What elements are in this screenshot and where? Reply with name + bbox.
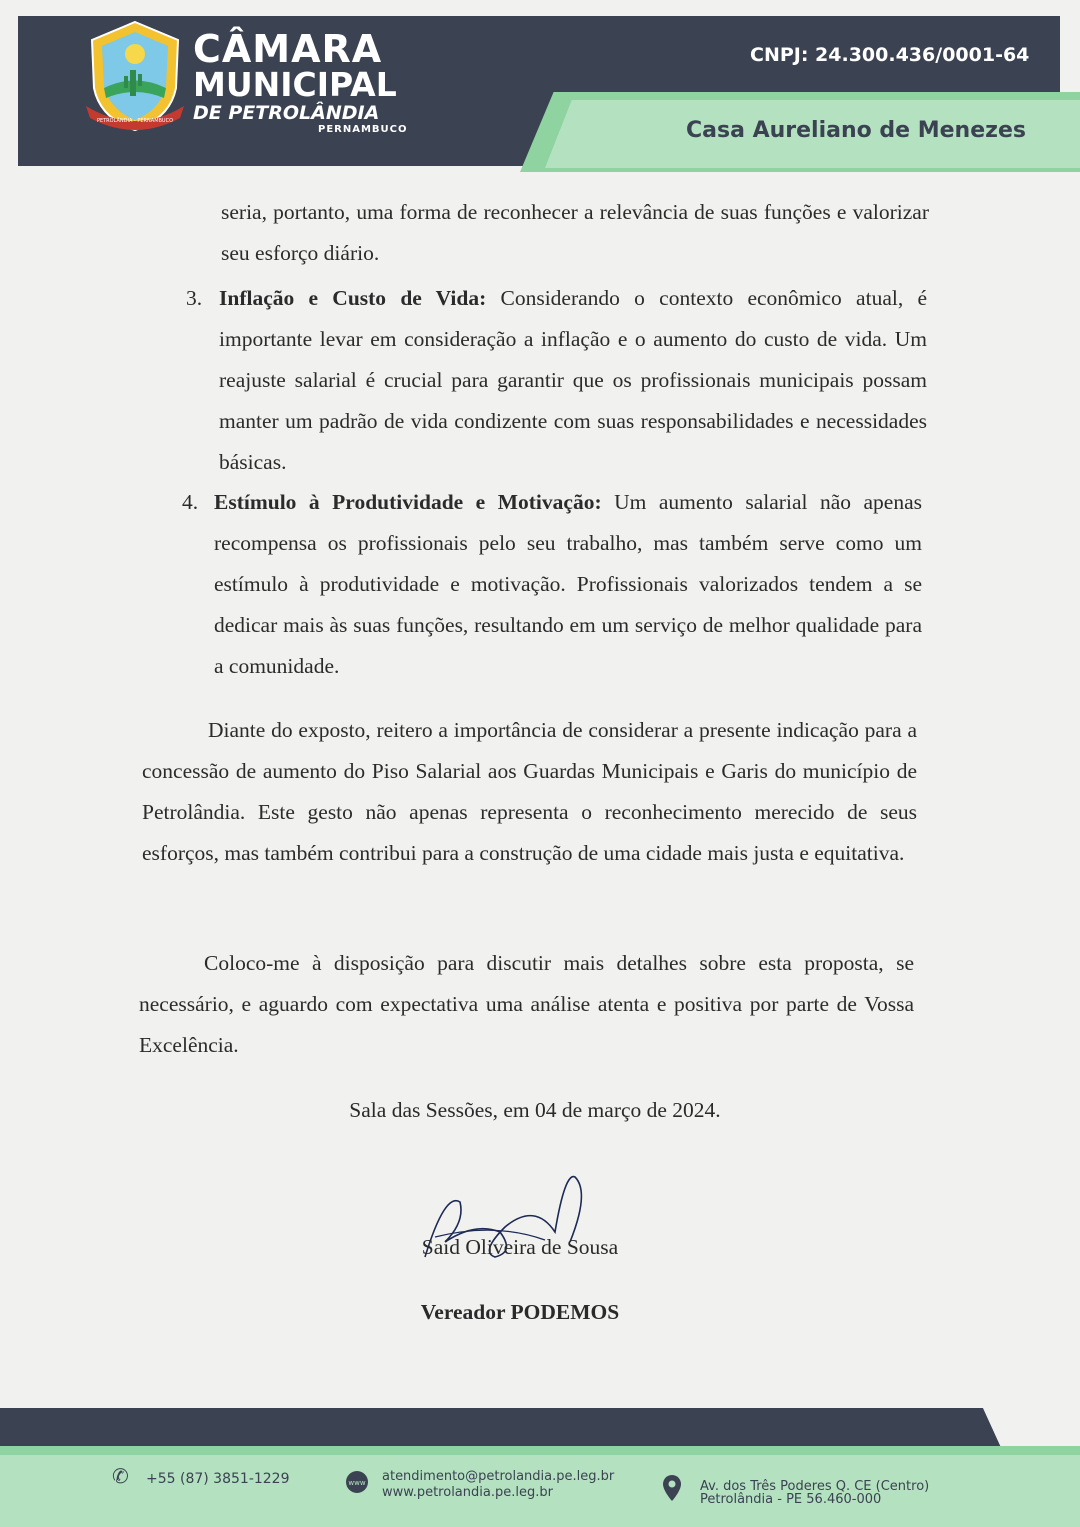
list-item-title: Estímulo à Produtividade e Motivação: <box>214 490 602 514</box>
location-pin-icon <box>662 1474 682 1502</box>
footer-phone: +55 (87) 3851-1229 <box>146 1471 290 1487</box>
body-paragraph-conclusion: Diante do exposto, reitero a importância de considerar a presente indicação para a concessão de aumento do Piso Salarial aos Guardas Municipais e Garis do município de Petrolândia. Este gesto não apenas representa o reconhecimento merecido de seus esforços, mas também contribui para a construção de uma cidade mais justa e equitativa. <box>142 718 917 865</box>
footer-address-line1: Av. dos Três Poderes Q. CE (Centro) <box>700 1479 930 1494</box>
brand-wordmark <box>193 27 408 136</box>
brand-line-1: CÂMARA <box>193 27 383 71</box>
house-name-label: Casa Aureliano de Menezes <box>686 118 1026 143</box>
list-item-text: Considerando o contexto econômico atual, é importante levar em consideração a inflação e o aumento do custo de vida. Um reajuste salarial é crucial para garantir que os profissionais municipais possam manter um padrão de vida condizente com suas responsabilidades e necessidades básicas. <box>219 286 928 474</box>
list-item-text: Um aumento salarial não apenas recompensa os profissionais pelo seu trabalho, mas também serve como um estímulo à produtividade e motivação. Profissionais valorizados tendem a se dedicar mais às suas funções, resultando em um serviço de melhor qualidade para a comunidade. <box>214 490 922 678</box>
brand-line-3: DE PETROLÂNDIA <box>193 102 380 124</box>
seal-ribbon-text: PETROLÂNDIA - PERNAMBUCO <box>96 118 174 124</box>
signer-name: Said Oliveira de Sousa <box>421 1235 619 1259</box>
list-item-title: Inflação e Custo de Vida: <box>219 286 487 310</box>
svg-text:www: www <box>348 1479 366 1487</box>
web-icon <box>345 1470 369 1494</box>
footer-address-line2: Petrolândia - PE 56.460-000 <box>700 1492 882 1507</box>
continuation-paragraph: seria, portanto, uma forma de reconhecer a relevância de suas funções e valorizar seu esforço diário. <box>221 200 929 265</box>
list-item <box>214 482 922 687</box>
footer-email: atendimento@petrolandia.pe.leg.br <box>382 1469 615 1484</box>
list-item <box>219 278 927 483</box>
brand-line-2: MUNICIPAL <box>193 65 397 104</box>
list-item-number: 3. <box>186 286 203 310</box>
list-item-number: 4. <box>182 490 199 514</box>
chamber-seal-logo <box>80 18 190 136</box>
brand-line-4: PERNAMBUCO <box>318 124 408 135</box>
body-paragraph-closing: Coloco-me à disposição para discutir mais detalhes sobre esta proposta, se necessário, e aguardo com expectativa uma análise atenta e positiva por parte de Vossa Excelência. <box>139 951 914 1057</box>
signer-role: Vereador PODEMOS <box>420 1300 620 1324</box>
footer-website: www.petrolandia.pe.leg.br <box>382 1485 553 1500</box>
phone-icon: ✆ <box>112 1464 129 1488</box>
cnpj-label: CNPJ: 24.300.436/0001-64 <box>750 44 1030 66</box>
place-date: Sala das Sessões, em 04 de março de 2024. <box>349 1098 721 1122</box>
